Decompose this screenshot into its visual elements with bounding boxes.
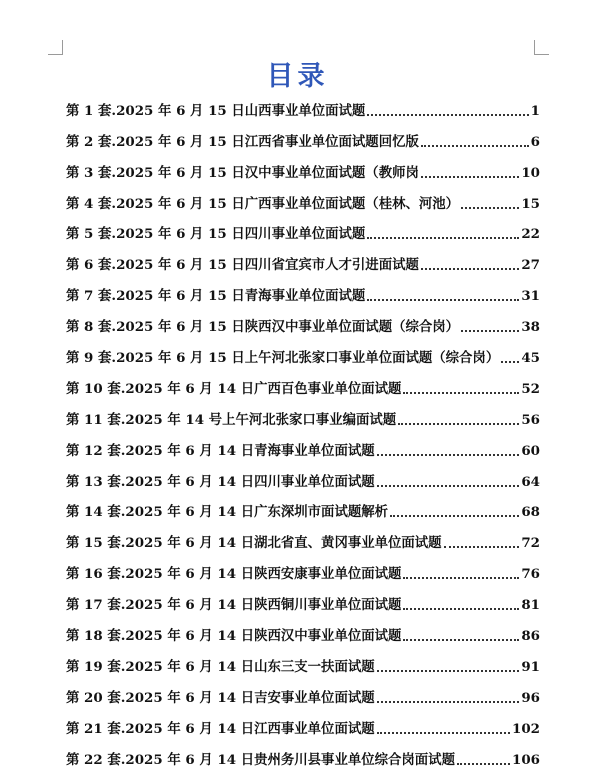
toc-entry-page-number: 91: [521, 658, 540, 675]
toc-entry-page-number: 64: [521, 473, 540, 490]
toc-entry-title: 第 2 套.2025 年 6 月 15 日江西省事业单位面试题回忆版: [66, 133, 419, 150]
toc-dot-leader: [377, 731, 510, 734]
toc-entry-page-number: 81: [521, 597, 540, 614]
toc-entry-page-number: 96: [521, 689, 540, 706]
toc-entry[interactable]: [66, 335, 540, 366]
toc-entry-title: 第 18 套.2025 年 6 月 14 日陕西汉中事业单位面试题: [66, 628, 402, 645]
toc-entry-page-number: 27: [521, 257, 540, 274]
toc-dot-leader: [367, 113, 528, 116]
toc-entry[interactable]: [66, 737, 540, 768]
toc-entry[interactable]: [66, 459, 540, 490]
toc-dot-leader: [457, 762, 510, 765]
toc-entry[interactable]: [66, 304, 540, 335]
toc-entry-title: 第 11 套.2025 年 14 号上午河北张家口事业编面试题: [66, 411, 397, 428]
toc-dot-leader: [444, 545, 520, 548]
crop-mark-top-left: [48, 40, 63, 55]
toc-entry-page-number: 68: [521, 504, 540, 521]
toc-dot-leader: [367, 298, 519, 301]
page-title: 目录: [266, 61, 329, 92]
toc-entry-page-number: 15: [521, 195, 540, 212]
toc-entry-page-number: 86: [521, 628, 540, 645]
toc-entry-title: 第 13 套.2025 年 6 月 14 日四川事业单位面试题: [66, 473, 375, 490]
toc-entry[interactable]: [66, 88, 540, 119]
toc-dot-leader: [390, 514, 519, 517]
toc-dot-leader: [377, 700, 520, 703]
toc-dot-leader: [421, 144, 529, 147]
toc-entry-title: 第 15 套.2025 年 6 月 14 日湖北省直、黄冈事业单位面试题: [66, 535, 442, 552]
toc-entry[interactable]: [66, 181, 540, 212]
toc-entry-title: 第 22 套.2025 年 6 月 14 日贵州务川县事业单位综合岗面试题: [66, 751, 455, 768]
toc-entry-page-number: 1: [530, 102, 540, 119]
toc-entry-title: 第 6 套.2025 年 6 月 15 日四川省宜宾市人才引进面试题: [66, 257, 419, 274]
toc-dot-leader: [377, 453, 520, 456]
toc-dot-leader: [501, 360, 519, 363]
toc-entry-page-number: 45: [521, 350, 540, 367]
toc-entry-page-number: 52: [521, 380, 540, 397]
toc-entry[interactable]: [66, 644, 540, 675]
toc-entry[interactable]: [66, 119, 540, 150]
toc-entry-title: 第 16 套.2025 年 6 月 14 日陕西安康事业单位面试题: [66, 566, 402, 583]
toc-entry-title: 第 5 套.2025 年 6 月 15 日四川事业单位面试题: [66, 226, 366, 243]
table-of-contents: [66, 88, 540, 768]
toc-dot-leader: [461, 329, 519, 332]
toc-entry-title: 第 19 套.2025 年 6 月 14 日山东三支一扶面试题: [66, 658, 375, 675]
toc-entry-title: 第 10 套.2025 年 6 月 14 日广西百色事业单位面试题: [66, 380, 402, 397]
toc-entry[interactable]: [66, 613, 540, 644]
toc-entry-page-number: 22: [521, 226, 540, 243]
toc-entry[interactable]: [66, 242, 540, 273]
toc-entry-title: 第 12 套.2025 年 6 月 14 日青海事业单位面试题: [66, 442, 375, 459]
toc-entry-title: 第 7 套.2025 年 6 月 15 日青海事业单位面试题: [66, 288, 366, 305]
toc-entry[interactable]: [66, 706, 540, 737]
toc-entry[interactable]: [66, 675, 540, 706]
toc-entry[interactable]: [66, 366, 540, 397]
toc-entry-page-number: 106: [512, 751, 540, 768]
toc-entry-title: 第 21 套.2025 年 6 月 14 日江西事业单位面试题: [66, 720, 375, 737]
toc-dot-leader: [421, 175, 519, 178]
toc-entry-page-number: 38: [521, 319, 540, 336]
toc-entry-title: 第 9 套.2025 年 6 月 15 日上午河北张家口事业单位面试题（综合岗）: [66, 350, 500, 367]
toc-entry[interactable]: [66, 582, 540, 613]
toc-entry-page-number: 60: [521, 442, 540, 459]
toc-entry[interactable]: [66, 490, 540, 521]
toc-dot-leader: [377, 669, 520, 672]
toc-dot-leader: [403, 607, 519, 610]
toc-entry-page-number: 102: [512, 720, 540, 737]
toc-dot-leader: [403, 391, 519, 394]
crop-mark-top-right: [534, 40, 549, 55]
toc-entry-page-number: 10: [521, 164, 540, 181]
toc-entry-title: 第 4 套.2025 年 6 月 15 日广西事业单位面试题（桂林、河池）: [66, 195, 460, 212]
toc-dot-leader: [461, 206, 519, 209]
toc-dot-leader: [367, 236, 519, 239]
toc-entry-page-number: 6: [530, 133, 540, 150]
toc-entry-page-number: 76: [521, 566, 540, 583]
toc-entry[interactable]: [66, 551, 540, 582]
toc-entry-title: 第 8 套.2025 年 6 月 15 日陕西汉中事业单位面试题（综合岗）: [66, 319, 460, 336]
toc-entry[interactable]: [66, 520, 540, 551]
toc-dot-leader: [403, 576, 519, 579]
toc-dot-leader: [377, 484, 520, 487]
toc-entry-title: 第 17 套.2025 年 6 月 14 日陕西铜川事业单位面试题: [66, 597, 402, 614]
toc-entry-page-number: 72: [521, 535, 540, 552]
toc-entry[interactable]: [66, 397, 540, 428]
toc-entry-title: 第 14 套.2025 年 6 月 14 日广东深圳市面试题解析: [66, 504, 389, 521]
toc-entry-title: 第 3 套.2025 年 6 月 15 日汉中事业单位面试题（教师岗: [66, 164, 419, 181]
toc-entry[interactable]: [66, 273, 540, 304]
toc-entry-page-number: 56: [521, 411, 540, 428]
toc-entry-title: 第 1 套.2025 年 6 月 15 日山西事业单位面试题: [66, 102, 366, 119]
toc-dot-leader: [398, 422, 519, 425]
toc-entry-title: 第 20 套.2025 年 6 月 14 日吉安事业单位面试题: [66, 689, 375, 706]
toc-dot-leader: [421, 267, 519, 270]
toc-entry-page-number: 31: [521, 288, 540, 305]
toc-entry[interactable]: [66, 428, 540, 459]
toc-dot-leader: [403, 638, 519, 641]
toc-entry[interactable]: [66, 212, 540, 243]
toc-entry[interactable]: [66, 150, 540, 181]
